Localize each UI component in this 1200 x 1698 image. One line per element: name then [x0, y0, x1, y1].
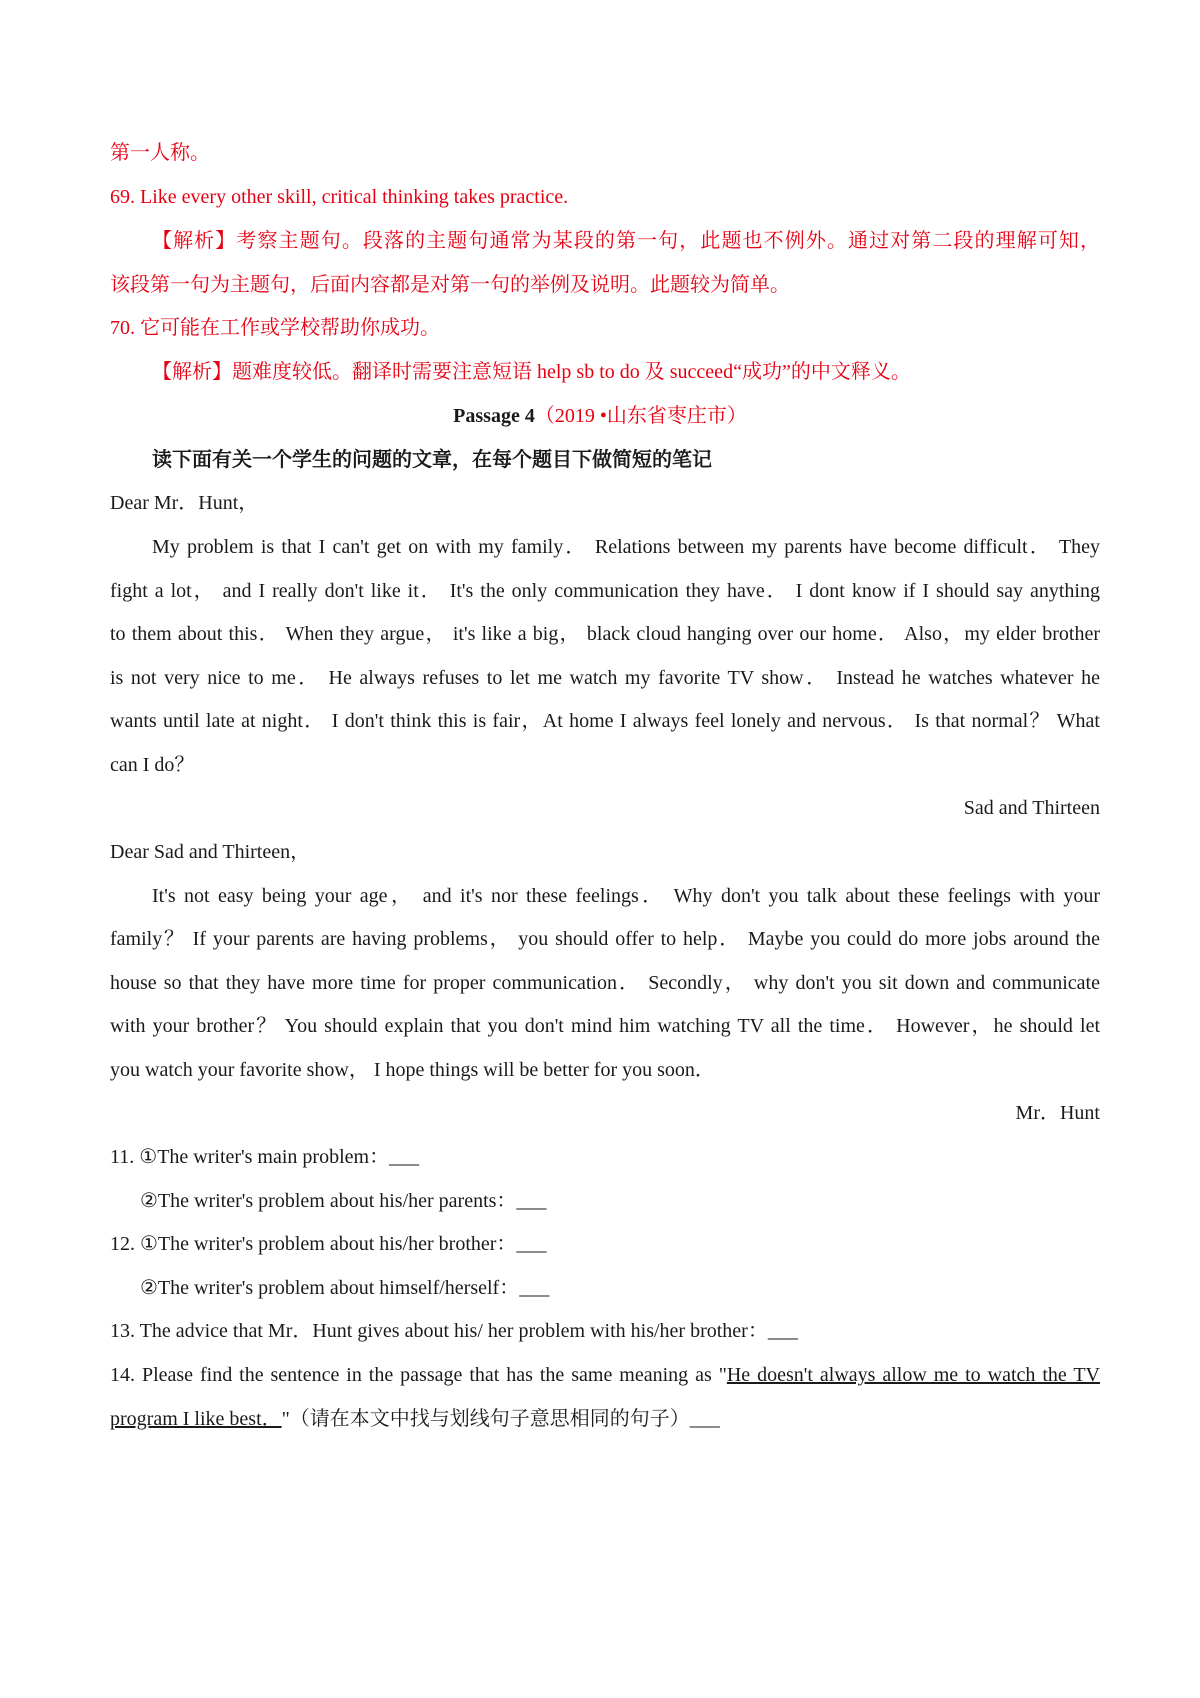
letter2-greeting: Dear Sad and Thirteen，	[110, 841, 311, 863]
letter1-line: to them about this． When they argue， it's like a big， black cloud hanging over our home． Also，my elder brother	[110, 623, 1100, 645]
question-13: 13. The advice that Mr．Hunt gives about his/ her problem with his/her brother：___	[110, 1320, 798, 1342]
letter1-line: is not very nice to me． He always refuses to let me watch my favorite TV show． Instead he watches whatever he	[110, 667, 1100, 689]
question-14-underlined-part-2: program I like best．	[110, 1408, 282, 1430]
letter2-line: family？ If your parents are having problems， you should offer to help． Maybe you could do more jobs around the	[110, 928, 1100, 950]
question-14-line-1	[110, 1360, 1100, 1390]
letter1-signature: Sad and Thirteen	[963, 797, 1100, 819]
passage-title-label: Passage 4	[453, 405, 535, 427]
answer-69: 69. Like every other skill, critical thinking takes practice.	[110, 186, 569, 208]
letter2-line: with your brother？ You should explain that you don't mind him watching TV all the time． However，he should let	[110, 1015, 1100, 1037]
answer-first-person: 第一人称。	[110, 142, 210, 164]
question-11b: ②The writer's problem about his/her parents：___	[140, 1190, 547, 1212]
letter2-line: you watch your favorite show， I hope things will be better for you soon．	[110, 1059, 715, 1081]
question-14-suffix: "（请在本文中找与划线句子意思相同的句子）___	[281, 1408, 720, 1430]
letter1-line: fight a lot， and I really don't like it． It's the only communication they have． I dont know if I should say anything	[110, 580, 1100, 602]
letter2-line: It's not easy being your age， and it's nor these feelings． Why don't you talk about these feelings with your	[152, 885, 1100, 907]
analysis-69-line-1: 【解析】考察主题句。段落的主题句通常为某段的第一句，此题也不例外。通过对第二段的理解可知，	[152, 230, 1100, 252]
question-12b: ②The writer's problem about himself/herself：___	[140, 1277, 550, 1299]
analysis-70: 【解析】题难度较低。翻译时需要注意短语 help sb to do 及 succeed“成功”的中文释义。	[152, 361, 911, 383]
letter1-line: can I do？	[110, 754, 195, 776]
letter1-line: wants until late at night． I don't think this is fair，At home I always feel lonely and nervous． Is that normal？ What	[110, 710, 1100, 732]
question-11a: 11. ①The writer's main problem：___	[110, 1146, 420, 1168]
passage-source: （2019 •山东省枣庄市）	[534, 405, 747, 427]
letter1-line: My problem is that I can't get on with my family． Relations between my parents have become difficult． They	[152, 536, 1100, 558]
question-14-underlined-part-1: He doesn't always allow me to watch the TV	[726, 1364, 1100, 1386]
question-14-line-2	[110, 1404, 1100, 1434]
analysis-69-line-2: 该段第一句为主题句，后面内容都是对第一句的举例及说明。此题较为简单。	[110, 274, 790, 296]
letter2-line: house so that they have more time for proper communication． Secondly， why don't you sit down and communicate	[110, 972, 1100, 994]
passage-instruction: 读下面有关一个学生的问题的文章，在每个题目下做简短的笔记	[152, 449, 712, 471]
letter2-signature: Mr．Hunt	[1015, 1102, 1100, 1124]
passage-title	[0, 401, 1200, 431]
answer-70: 70. 它可能在工作或学校帮助你成功。	[110, 317, 440, 339]
question-12a: 12. ①The writer's problem about his/her brother：___	[110, 1233, 547, 1255]
letter1-greeting: Dear Mr．Hunt，	[110, 492, 259, 514]
question-14-prefix: 14. Please find the sentence in the passage that has the same meaning as "	[110, 1364, 727, 1386]
